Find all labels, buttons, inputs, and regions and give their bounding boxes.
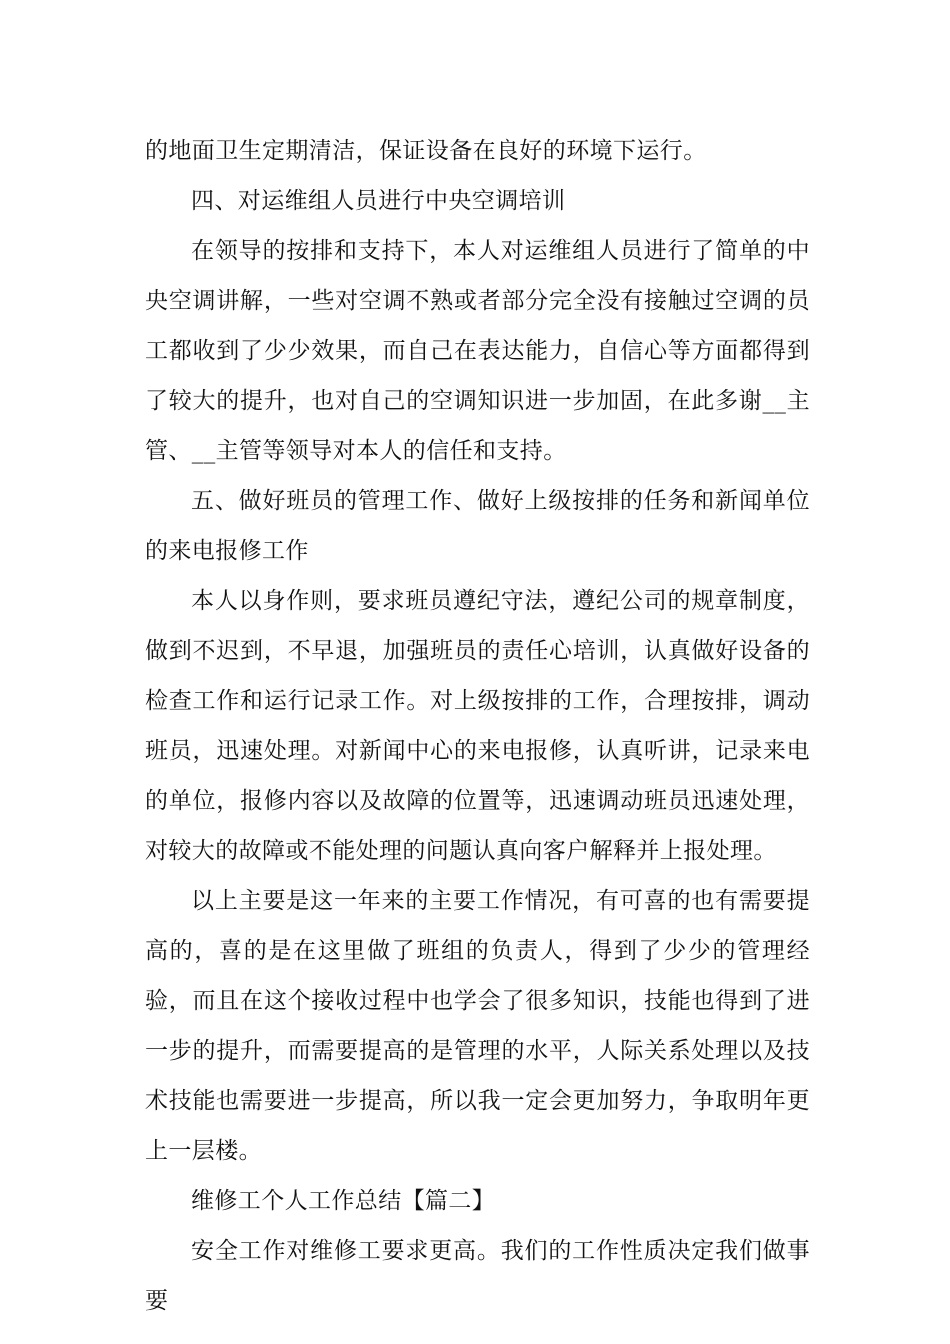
paragraph-summary: 以上主要是这一年来的主要工作情况，有可喜的也有需要提高的，喜的是在这里做了班组的负责人，得到了少少的管理经验，而且在这个接收过程中也学会了很多知识，技能也得到了进一步的提升，而需要提高的是管理的水平，人际关系处理以及技术技能也需要进一步提高，所以我一定会更加努力，争取明年更上一层楼。 bbox=[145, 888, 810, 1164]
paragraph-management: 本人以身作则，要求班员遵纪守法，遵纪公司的规章制度，做到不迟到，不早退，加强班员的责任心培训，认真做好设备的检查工作和运行记录工作。对上级按排的工作，合理按排，调动班员，迅速处理。对新闻中心的来电报修，认真听讲，记录来电的单位，报修内容以及故障的位置等，迅速调动班员迅速处理，对较大的故障或不能处理的问题认真向客户解释并上报处理。 bbox=[145, 588, 810, 864]
document-body bbox=[145, 126, 810, 1326]
paragraph-training: 在领导的按排和支持下，本人对运维组人员进行了简单的中央空调讲解，一些对空调不熟或者部分完全没有接触过空调的员工都收到了少少效果，而自己在表达能力，自信心等方面都得到了较大的提升，也对自己的空调知识进一步加固，在此多谢__主管、__主管等领导对本人的信任和支持。 bbox=[145, 238, 810, 464]
section-heading-four: 四、对运维组人员进行中央空调培训 bbox=[191, 188, 566, 214]
article-title-part-two: 维修工个人工作总结【篇二】 bbox=[191, 1188, 496, 1214]
paragraph-continuation: 的地面卫生定期清洁，保证设备在良好的环境下运行。 bbox=[145, 138, 707, 164]
paragraph-safety: 安全工作对维修工要求更高。我们的工作性质决定我们做事要 bbox=[145, 1238, 810, 1314]
section-heading-five: 五、做好班员的管理工作、做好上级按排的任务和新闻单位的来电报修工作 bbox=[145, 488, 810, 564]
